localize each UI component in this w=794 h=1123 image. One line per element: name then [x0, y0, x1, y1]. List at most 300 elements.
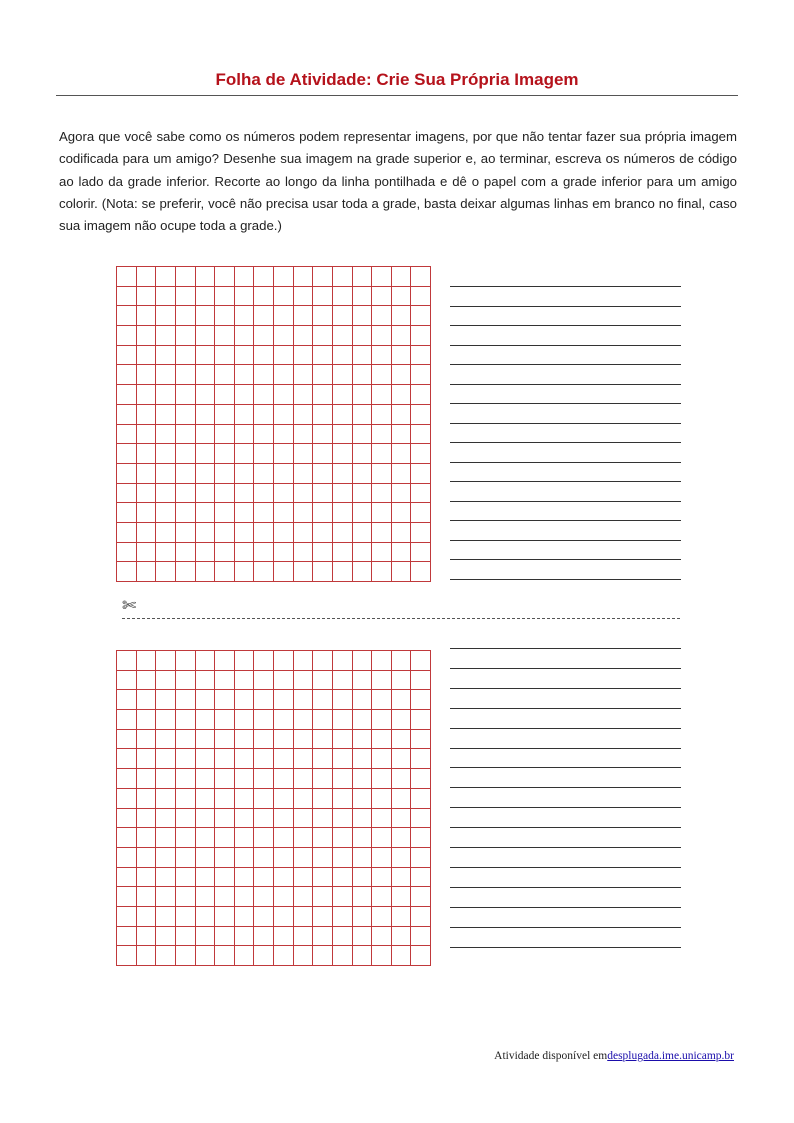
grid-cell[interactable] [313, 848, 333, 868]
grid-cell[interactable] [333, 484, 353, 504]
grid-cell[interactable] [333, 385, 353, 405]
grid-cell[interactable] [117, 405, 137, 425]
grid-cell[interactable] [196, 425, 216, 445]
grid-cell[interactable] [333, 690, 353, 710]
grid-cell[interactable] [156, 385, 176, 405]
grid-cell[interactable] [313, 385, 333, 405]
grid-cell[interactable] [333, 425, 353, 445]
grid-cell[interactable] [156, 425, 176, 445]
grid-cell[interactable] [176, 326, 196, 346]
grid-cell[interactable] [313, 306, 333, 326]
grid-cell[interactable] [176, 848, 196, 868]
grid-cell[interactable] [294, 267, 314, 287]
grid-cell[interactable] [333, 710, 353, 730]
grid-cell[interactable] [392, 749, 412, 769]
grid-cell[interactable] [176, 346, 196, 366]
grid-cell[interactable] [156, 444, 176, 464]
grid-cell[interactable] [294, 868, 314, 888]
grid-cell[interactable] [156, 730, 176, 750]
grid-cell[interactable] [235, 267, 255, 287]
grid-cell[interactable] [274, 651, 294, 671]
grid-cell[interactable] [372, 326, 392, 346]
grid-cell[interactable] [254, 671, 274, 691]
grid-cell[interactable] [294, 425, 314, 445]
grid-cell[interactable] [313, 690, 333, 710]
grid-cell[interactable] [294, 907, 314, 927]
grid-cell[interactable] [117, 267, 137, 287]
grid-cell[interactable] [353, 730, 373, 750]
grid-cell[interactable] [294, 287, 314, 307]
grid-cell[interactable] [372, 464, 392, 484]
grid-cell[interactable] [235, 828, 255, 848]
grid-cell[interactable] [353, 671, 373, 691]
grid-cell[interactable] [353, 326, 373, 346]
grid-cell[interactable] [294, 927, 314, 947]
grid-cell[interactable] [117, 671, 137, 691]
grid-cell[interactable] [313, 651, 333, 671]
grid-cell[interactable] [392, 690, 412, 710]
grid-cell[interactable] [313, 907, 333, 927]
grid-cell[interactable] [333, 306, 353, 326]
grid-cell[interactable] [254, 326, 274, 346]
grid-cell[interactable] [353, 749, 373, 769]
grid-cell[interactable] [411, 651, 431, 671]
grid-cell[interactable] [313, 730, 333, 750]
grid-cell[interactable] [313, 868, 333, 888]
grid-cell[interactable] [117, 346, 137, 366]
grid-cell[interactable] [176, 868, 196, 888]
grid-cell[interactable] [372, 484, 392, 504]
grid-cell[interactable] [235, 503, 255, 523]
grid-cell[interactable] [235, 730, 255, 750]
grid-cell[interactable] [215, 927, 235, 947]
grid-cell[interactable] [156, 789, 176, 809]
grid-cell[interactable] [392, 730, 412, 750]
grid-cell[interactable] [411, 523, 431, 543]
grid-cell[interactable] [313, 809, 333, 829]
grid-cell[interactable] [196, 946, 216, 966]
grid-cell[interactable] [411, 444, 431, 464]
grid-cell[interactable] [137, 267, 157, 287]
grid-cell[interactable] [333, 444, 353, 464]
grid-cell[interactable] [372, 306, 392, 326]
grid-cell[interactable] [156, 484, 176, 504]
grid-cell[interactable] [215, 887, 235, 907]
grid-cell[interactable] [333, 848, 353, 868]
grid-cell[interactable] [235, 848, 255, 868]
grid-cell[interactable] [196, 749, 216, 769]
grid-cell[interactable] [196, 651, 216, 671]
grid-cell[interactable] [196, 267, 216, 287]
grid-cell[interactable] [294, 444, 314, 464]
grid-cell[interactable] [353, 946, 373, 966]
grid-cell[interactable] [137, 365, 157, 385]
grid-cell[interactable] [294, 710, 314, 730]
grid-cell[interactable] [176, 651, 196, 671]
grid-cell[interactable] [156, 671, 176, 691]
grid-cell[interactable] [254, 769, 274, 789]
grid-cell[interactable] [215, 484, 235, 504]
grid-cell[interactable] [117, 444, 137, 464]
grid-cell[interactable] [137, 425, 157, 445]
grid-cell[interactable] [137, 346, 157, 366]
footer-link[interactable]: desplugada.ime.unicamp.br [607, 1050, 734, 1062]
grid-cell[interactable] [294, 464, 314, 484]
grid-cell[interactable] [117, 887, 137, 907]
grid-cell[interactable] [196, 464, 216, 484]
grid-cell[interactable] [274, 730, 294, 750]
grid-cell[interactable] [353, 464, 373, 484]
grid-cell[interactable] [196, 828, 216, 848]
grid-cell[interactable] [117, 710, 137, 730]
grid-cell[interactable] [176, 365, 196, 385]
grid-cell[interactable] [313, 671, 333, 691]
grid-cell[interactable] [156, 828, 176, 848]
grid-cell[interactable] [411, 425, 431, 445]
grid-cell[interactable] [411, 543, 431, 563]
grid-cell[interactable] [372, 385, 392, 405]
grid-cell[interactable] [176, 946, 196, 966]
grid-cell[interactable] [137, 671, 157, 691]
grid-cell[interactable] [176, 562, 196, 582]
grid-cell[interactable] [235, 425, 255, 445]
grid-cell[interactable] [353, 848, 373, 868]
grid-cell[interactable] [254, 484, 274, 504]
grid-cell[interactable] [254, 946, 274, 966]
grid-cell[interactable] [215, 503, 235, 523]
grid-cell[interactable] [137, 523, 157, 543]
grid-cell[interactable] [411, 828, 431, 848]
grid-cell[interactable] [176, 927, 196, 947]
grid-cell[interactable] [215, 690, 235, 710]
grid-cell[interactable] [176, 671, 196, 691]
grid-cell[interactable] [235, 887, 255, 907]
grid-cell[interactable] [372, 710, 392, 730]
grid-cell[interactable] [411, 562, 431, 582]
grid-cell[interactable] [235, 484, 255, 504]
grid-cell[interactable] [254, 907, 274, 927]
grid-cell[interactable] [156, 946, 176, 966]
grid-cell[interactable] [176, 789, 196, 809]
grid-cell[interactable] [372, 868, 392, 888]
grid-cell[interactable] [156, 927, 176, 947]
grid-cell[interactable] [176, 690, 196, 710]
grid-cell[interactable] [372, 789, 392, 809]
grid-cell[interactable] [254, 385, 274, 405]
grid-cell[interactable] [294, 562, 314, 582]
grid-cell[interactable] [117, 690, 137, 710]
grid-cell[interactable] [215, 848, 235, 868]
grid-cell[interactable] [372, 365, 392, 385]
grid-cell[interactable] [411, 690, 431, 710]
grid-cell[interactable] [392, 887, 412, 907]
grid-cell[interactable] [235, 405, 255, 425]
grid-cell[interactable] [235, 365, 255, 385]
grid-cell[interactable] [156, 907, 176, 927]
grid-cell[interactable] [117, 425, 137, 445]
grid-cell[interactable] [254, 365, 274, 385]
grid-cell[interactable] [411, 730, 431, 750]
grid-cell[interactable] [411, 365, 431, 385]
grid-cell[interactable] [313, 523, 333, 543]
grid-cell[interactable] [176, 287, 196, 307]
grid-cell[interactable] [117, 464, 137, 484]
grid-cell[interactable] [274, 385, 294, 405]
grid-cell[interactable] [313, 464, 333, 484]
grid-cell[interactable] [196, 385, 216, 405]
grid-cell[interactable] [274, 306, 294, 326]
grid-cell[interactable] [137, 809, 157, 829]
grid-cell[interactable] [156, 769, 176, 789]
grid-cell[interactable] [215, 671, 235, 691]
grid-cell[interactable] [274, 927, 294, 947]
grid-cell[interactable] [196, 789, 216, 809]
grid-cell[interactable] [117, 749, 137, 769]
grid-cell[interactable] [137, 405, 157, 425]
grid-cell[interactable] [254, 749, 274, 769]
grid-cell[interactable] [274, 828, 294, 848]
grid-cell[interactable] [353, 385, 373, 405]
grid-cell[interactable] [196, 503, 216, 523]
grid-cell[interactable] [196, 405, 216, 425]
grid-cell[interactable] [274, 405, 294, 425]
grid-cell[interactable] [313, 789, 333, 809]
grid-cell[interactable] [294, 848, 314, 868]
grid-cell[interactable] [117, 503, 137, 523]
grid-cell[interactable] [333, 907, 353, 927]
grid-cell[interactable] [274, 267, 294, 287]
grid-cell[interactable] [294, 385, 314, 405]
grid-cell[interactable] [235, 749, 255, 769]
grid-cell[interactable] [274, 809, 294, 829]
grid-cell[interactable] [274, 365, 294, 385]
grid-cell[interactable] [411, 464, 431, 484]
grid-cell[interactable] [333, 562, 353, 582]
grid-cell[interactable] [156, 306, 176, 326]
grid-cell[interactable] [215, 365, 235, 385]
grid-cell[interactable] [333, 503, 353, 523]
grid-cell[interactable] [215, 464, 235, 484]
grid-cell[interactable] [215, 287, 235, 307]
grid-cell[interactable] [215, 769, 235, 789]
grid-cell[interactable] [372, 543, 392, 563]
grid-cell[interactable] [372, 671, 392, 691]
grid-cell[interactable] [294, 543, 314, 563]
grid-cell[interactable] [254, 346, 274, 366]
grid-cell[interactable] [117, 562, 137, 582]
grid-cell[interactable] [392, 464, 412, 484]
grid-cell[interactable] [117, 769, 137, 789]
grid-cell[interactable] [294, 405, 314, 425]
grid-cell[interactable] [137, 887, 157, 907]
grid-cell[interactable] [254, 789, 274, 809]
grid-cell[interactable] [254, 710, 274, 730]
grid-cell[interactable] [333, 326, 353, 346]
grid-cell[interactable] [333, 730, 353, 750]
grid-cell[interactable] [313, 326, 333, 346]
grid-cell[interactable] [353, 789, 373, 809]
grid-cell[interactable] [274, 671, 294, 691]
grid-cell[interactable] [117, 326, 137, 346]
grid-cell[interactable] [137, 848, 157, 868]
grid-cell[interactable] [156, 326, 176, 346]
grid-cell[interactable] [372, 946, 392, 966]
grid-cell[interactable] [353, 306, 373, 326]
grid-cell[interactable] [411, 671, 431, 691]
grid-cell[interactable] [274, 887, 294, 907]
grid-cell[interactable] [411, 503, 431, 523]
grid-cell[interactable] [235, 690, 255, 710]
grid-cell[interactable] [196, 907, 216, 927]
grid-cell[interactable] [392, 828, 412, 848]
grid-cell[interactable] [313, 405, 333, 425]
grid-cell[interactable] [411, 326, 431, 346]
grid-cell[interactable] [392, 789, 412, 809]
grid-cell[interactable] [254, 651, 274, 671]
grid-cell[interactable] [274, 523, 294, 543]
grid-cell[interactable] [353, 523, 373, 543]
grid-cell[interactable] [117, 287, 137, 307]
grid-cell[interactable] [156, 503, 176, 523]
grid-cell[interactable] [235, 769, 255, 789]
grid-cell[interactable] [392, 651, 412, 671]
grid-cell[interactable] [215, 326, 235, 346]
grid-cell[interactable] [215, 828, 235, 848]
grid-cell[interactable] [156, 710, 176, 730]
grid-cell[interactable] [333, 828, 353, 848]
grid-cell[interactable] [215, 562, 235, 582]
grid-cell[interactable] [313, 346, 333, 366]
grid-cell[interactable] [411, 848, 431, 868]
grid-cell[interactable] [215, 346, 235, 366]
grid-cell[interactable] [196, 868, 216, 888]
grid-cell[interactable] [294, 484, 314, 504]
grid-cell[interactable] [176, 464, 196, 484]
grid-cell[interactable] [313, 484, 333, 504]
grid-cell[interactable] [196, 769, 216, 789]
grid-cell[interactable] [235, 671, 255, 691]
grid-cell[interactable] [215, 651, 235, 671]
grid-cell[interactable] [196, 326, 216, 346]
grid-cell[interactable] [411, 287, 431, 307]
grid-cell[interactable] [353, 365, 373, 385]
grid-cell[interactable] [392, 503, 412, 523]
grid-cell[interactable] [294, 769, 314, 789]
grid-cell[interactable] [235, 287, 255, 307]
grid-cell[interactable] [372, 848, 392, 868]
grid-cell[interactable] [254, 848, 274, 868]
grid-cell[interactable] [333, 769, 353, 789]
grid-cell[interactable] [176, 809, 196, 829]
grid-cell[interactable] [254, 828, 274, 848]
grid-cell[interactable] [372, 287, 392, 307]
grid-cell[interactable] [353, 503, 373, 523]
grid-cell[interactable] [411, 789, 431, 809]
grid-cell[interactable] [137, 769, 157, 789]
grid-cell[interactable] [353, 907, 373, 927]
grid-cell[interactable] [372, 887, 392, 907]
grid-cell[interactable] [235, 523, 255, 543]
grid-cell[interactable] [137, 503, 157, 523]
grid-cell[interactable] [392, 267, 412, 287]
grid-cell[interactable] [235, 907, 255, 927]
grid-cell[interactable] [235, 346, 255, 366]
grid-cell[interactable] [196, 710, 216, 730]
grid-cell[interactable] [392, 444, 412, 464]
grid-cell[interactable] [294, 749, 314, 769]
grid-cell[interactable] [156, 868, 176, 888]
grid-cell[interactable] [196, 287, 216, 307]
grid-cell[interactable] [392, 543, 412, 563]
grid-cell[interactable] [274, 425, 294, 445]
grid-cell[interactable] [372, 651, 392, 671]
grid-cell[interactable] [254, 730, 274, 750]
grid-cell[interactable] [411, 868, 431, 888]
grid-cell[interactable] [137, 385, 157, 405]
grid-cell[interactable] [333, 789, 353, 809]
grid-cell[interactable] [117, 385, 137, 405]
grid-cell[interactable] [392, 523, 412, 543]
grid-cell[interactable] [372, 690, 392, 710]
grid-cell[interactable] [215, 789, 235, 809]
grid-cell[interactable] [411, 809, 431, 829]
grid-cell[interactable] [137, 690, 157, 710]
grid-cell[interactable] [137, 730, 157, 750]
grid-cell[interactable] [156, 543, 176, 563]
grid-cell[interactable] [215, 444, 235, 464]
grid-cell[interactable] [353, 425, 373, 445]
grid-cell[interactable] [274, 543, 294, 563]
grid-cell[interactable] [254, 690, 274, 710]
grid-cell[interactable] [274, 690, 294, 710]
grid-cell[interactable] [196, 848, 216, 868]
grid-cell[interactable] [353, 828, 373, 848]
grid-cell[interactable] [235, 789, 255, 809]
grid-cell[interactable] [294, 828, 314, 848]
grid-cell[interactable] [313, 887, 333, 907]
grid-cell[interactable] [411, 484, 431, 504]
grid-cell[interactable] [294, 523, 314, 543]
grid-cell[interactable] [392, 769, 412, 789]
grid-cell[interactable] [274, 287, 294, 307]
grid-cell[interactable] [176, 749, 196, 769]
grid-cell[interactable] [313, 287, 333, 307]
grid-cell[interactable] [137, 306, 157, 326]
grid-cell[interactable] [274, 907, 294, 927]
grid-cell[interactable] [392, 346, 412, 366]
grid-cell[interactable] [353, 927, 373, 947]
grid-cell[interactable] [254, 267, 274, 287]
grid-cell[interactable] [156, 346, 176, 366]
grid-cell[interactable] [372, 927, 392, 947]
grid-cell[interactable] [176, 306, 196, 326]
grid-cell[interactable] [117, 828, 137, 848]
grid-cell[interactable] [137, 749, 157, 769]
grid-cell[interactable] [254, 405, 274, 425]
grid-cell[interactable] [353, 769, 373, 789]
grid-cell[interactable] [294, 671, 314, 691]
grid-cell[interactable] [254, 306, 274, 326]
grid-cell[interactable] [313, 927, 333, 947]
grid-cell[interactable] [117, 523, 137, 543]
grid-cell[interactable] [176, 503, 196, 523]
grid-cell[interactable] [274, 326, 294, 346]
grid-cell[interactable] [411, 385, 431, 405]
grid-cell[interactable] [137, 444, 157, 464]
grid-cell[interactable] [353, 710, 373, 730]
grid-cell[interactable] [254, 425, 274, 445]
grid-cell[interactable] [411, 405, 431, 425]
